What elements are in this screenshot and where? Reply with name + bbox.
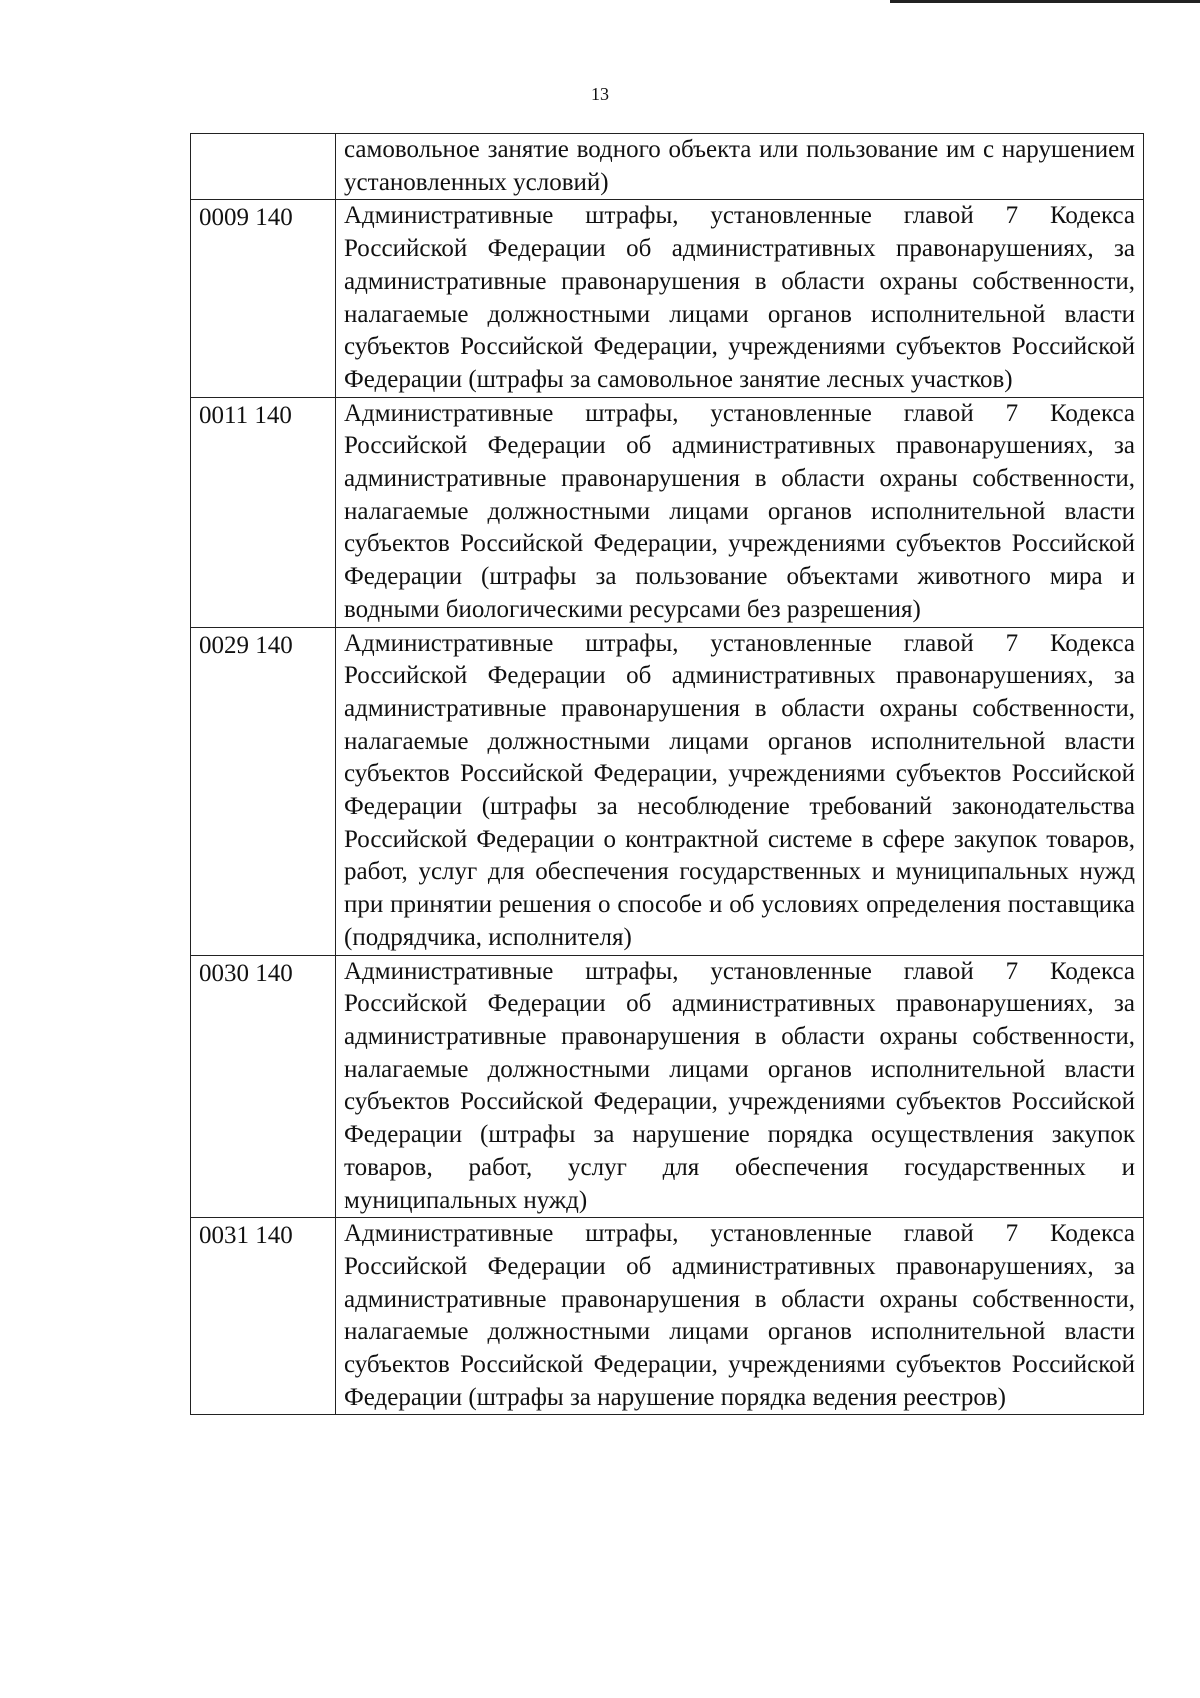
table-row [191, 1218, 1144, 1415]
code-cell [191, 134, 336, 200]
code-cell: 0030 140 [191, 955, 336, 1218]
code-cell: 0009 140 [191, 200, 336, 397]
table-row [191, 134, 1144, 200]
code-cell: 0011 140 [191, 397, 336, 627]
table-row [191, 627, 1144, 955]
top-rule [890, 0, 1200, 3]
table-row [191, 200, 1144, 397]
description-cell: Административные штрафы, установленные главой 7 Кодекса Российской Федерации об административных правонарушениях, за административные правонарушения в области охраны собственности, налагаемые должностными лицами органов исполнительной власти субъектов Российской Федерации, учреждениями субъектов Российской Федерации (штрафы за самовольное занятие лесных участков) [336, 200, 1144, 397]
table-row [191, 397, 1144, 627]
table-row [191, 955, 1144, 1218]
codes-table [190, 133, 1144, 1415]
code-cell: 0029 140 [191, 627, 336, 955]
description-cell: Административные штрафы, установленные главой 7 Кодекса Российской Федерации об административных правонарушениях, за административные правонарушения в области охраны собственности, налагаемые должностными лицами органов исполнительной власти субъектов Российской Федерации, учреждениями субъектов Российской Федерации (штрафы за несоблюдение требований законодательства Российской Федерации о контрактной системе в сфере закупок товаров, работ, услуг для обеспечения государственных и муниципальных нужд при принятии решения о способе и об условиях определения поставщика (подрядчика, исполнителя) [336, 627, 1144, 955]
description-cell: Административные штрафы, установленные главой 7 Кодекса Российской Федерации об административных правонарушениях, за административные правонарушения в области охраны собственности, налагаемые должностными лицами органов исполнительной власти субъектов Российской Федерации, учреждениями субъектов Российской Федерации (штрафы за нарушение порядка осуществления закупок товаров, работ, услуг для обеспечения государственных и муниципальных нужд) [336, 955, 1144, 1218]
description-cell: самовольное занятие водного объекта или пользование им с нарушением установленных условий) [336, 134, 1144, 200]
description-cell: Административные штрафы, установленные главой 7 Кодекса Российской Федерации об административных правонарушениях, за административные правонарушения в области охраны собственности, налагаемые должностными лицами органов исполнительной власти субъектов Российской Федерации, учреждениями субъектов Российской Федерации (штрафы за пользование объектами животного мира и водными биологическими ресурсами без разрешения) [336, 397, 1144, 627]
description-cell: Административные штрафы, установленные главой 7 Кодекса Российской Федерации об административных правонарушениях, за административные правонарушения в области охраны собственности, налагаемые должностными лицами органов исполнительной власти субъектов Российской Федерации, учреждениями субъектов Российской Федерации (штрафы за нарушение порядка ведения реестров) [336, 1218, 1144, 1415]
page-number: 13 [591, 84, 609, 104]
code-cell: 0031 140 [191, 1218, 336, 1415]
